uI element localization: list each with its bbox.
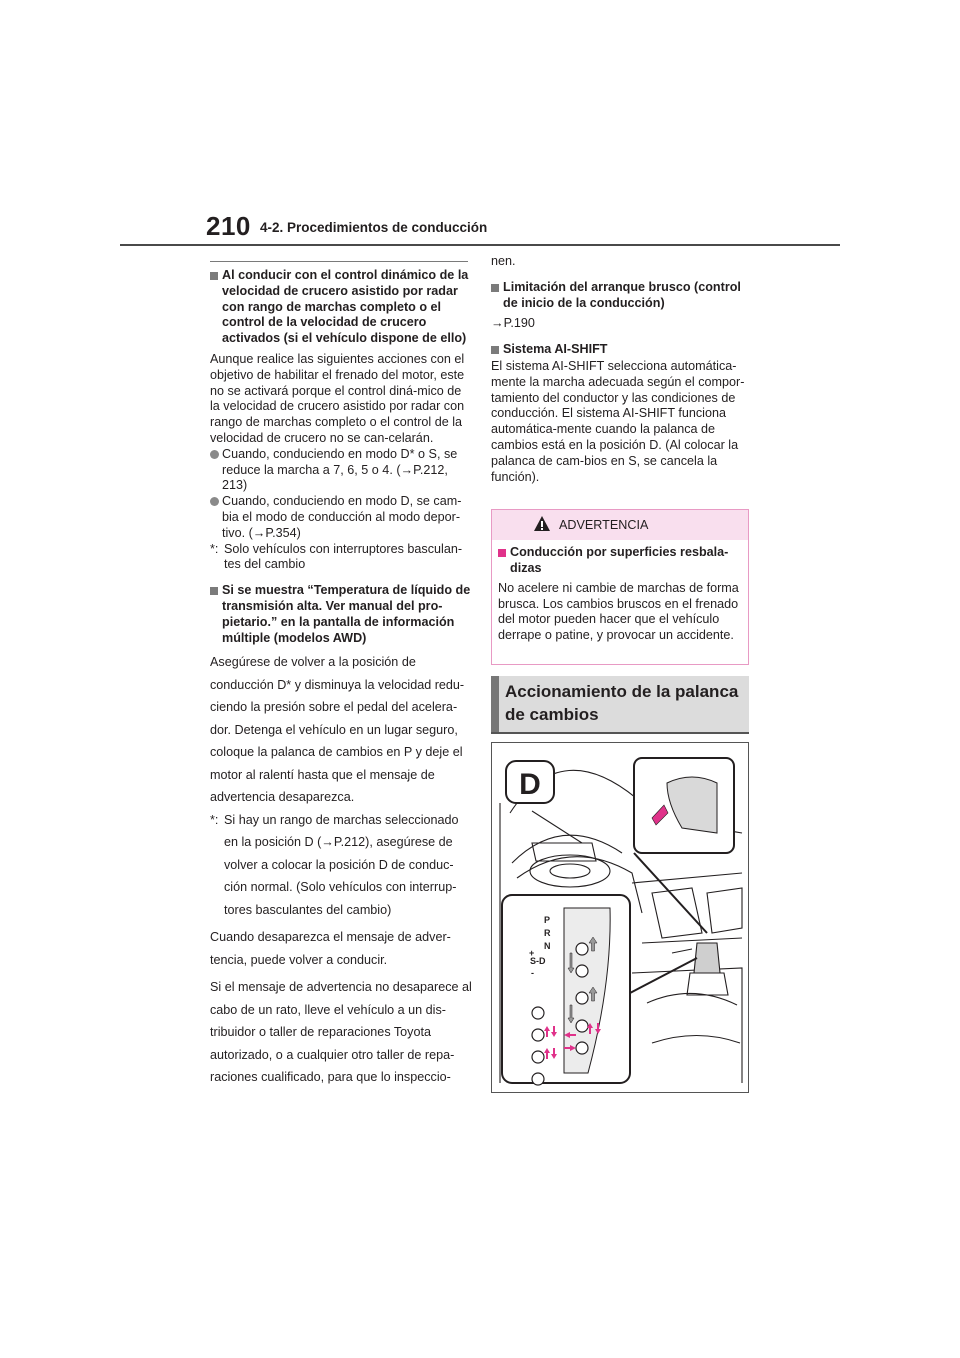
- header-divider: [120, 244, 840, 246]
- gate-label-minus: -: [531, 968, 534, 978]
- warning-title: ADVERTENCIA: [559, 518, 649, 532]
- shift-lever-illustration: [491, 742, 749, 1093]
- footnote: *: Si hay un rango de marchas seleccionado en la posición D (→P.212), asegúrese de volver a colocar la posición D de conduc-ción normal. (Solo vehículos con interrup-tores basculantes del cambio): [210, 812, 459, 917]
- section-heading: [491, 676, 749, 734]
- warning-body: [498, 545, 742, 644]
- paragraph: El sistema AI-SHIFT selecciona automática-mente la marcha adecuada según el compor-tamiento del conductor y las condiciones de conducción. El sistema AI-SHIFT funciona automática-mente cuando la palanca de cambios está en la posición D. (Al colocar la palanca de cam-bios en S, se cancela la función).: [491, 358, 745, 484]
- paragraph: nen.: [491, 254, 516, 268]
- warning-text: No acelere ni cambie de marchas de forma brusca. Los cambios bruscos en el frenado del motor pueden hacer que el vehículo derrape o patine, y provocar un accidente.: [498, 581, 739, 642]
- subheading: Si se muestra “Temperatura de líquido de transmisión alta. Ver manual del pro-pietario.” en la pantalla de información múltiple (modelos AWD): [210, 583, 472, 646]
- paragraph: Asegúrese de volver a la posición de conducción D* y disminuya la velocidad redu-ciendo la presión sobre el pedal del acelera-dor. Detenga el vehículo en un lugar seguro, coloque la palanca de cambios en P y deje el motor al ralentí hasta que el mensaje de advertencia desaparezca.: [210, 655, 465, 805]
- gate-label-n: N: [544, 941, 551, 951]
- square-bullet-icon: [491, 346, 499, 354]
- section-heading-text: Accionamiento de la palanca de cambios: [505, 682, 739, 724]
- paragraph: Si el mensaje de advertencia no desaparece al cabo de un rato, lleve el vehículo a un dis-tribuidor o taller de reparaciones Toyota autorizado, o a cualquier otro taller de repa-raciones cualificado, para que lo inspeccio-: [210, 980, 472, 1085]
- paragraph: Aunque realice las siguientes acciones con el objetivo de habilitar el frenado del motor, este no se activará porque el control diná-mico de la velocidad de crucero asistido por radar con rango de marchas completo o el control de la velocidad de crucero no se can-celarán.: [210, 351, 465, 445]
- subheading: Al conducir con el control dinámico de la velocidad de crucero asistido por radar con rango de marchas completo o el control de la velocidad de crucero activados (si el vehículo dispone de ello): [210, 268, 472, 347]
- gate-label-plus: +: [529, 948, 535, 958]
- square-bullet-icon: [210, 587, 218, 595]
- warning-box: [491, 509, 749, 665]
- section-title: 4-2. Procedimientos de conducción: [260, 220, 488, 235]
- shift-lever-drawing: [492, 743, 748, 1092]
- warning-triangle-icon: [533, 515, 551, 533]
- page-number: 210: [206, 211, 251, 241]
- bullet-item: Cuando, conduciendo en modo D* o S, se reduce la marcha a 7, 6, 5 o 4. (→P.212, 213): [210, 447, 472, 494]
- d-callout-letter: D: [519, 768, 541, 801]
- subheading: Sistema AI-SHIFT: [491, 342, 753, 358]
- heading-accent-bar: [491, 676, 499, 732]
- warning-header: [492, 510, 748, 540]
- circle-bullet-icon: [210, 450, 219, 459]
- square-bullet-icon: [498, 549, 506, 557]
- square-bullet-icon: [491, 284, 499, 292]
- subheading: Limitación del arranque brusco (control de inicio de la conducción): [491, 280, 753, 312]
- gate-label-r: R: [544, 928, 551, 938]
- square-bullet-icon: [210, 272, 218, 280]
- footnote: *: Solo vehículos con interruptores basculan-tes del cambio: [210, 541, 463, 572]
- column-divider: [210, 261, 468, 262]
- right-column: [491, 254, 753, 485]
- circle-bullet-icon: [210, 497, 219, 506]
- gate-label-sd: S-D: [530, 956, 546, 966]
- gate-label-p: P: [544, 915, 551, 925]
- warning-subheading: Conducción por superficies resbala-dizas: [498, 545, 742, 576]
- left-column: [210, 268, 472, 1089]
- paragraph: Cuando desaparezca el mensaje de adver-tencia, puede volver a conducir.: [210, 930, 451, 967]
- page-reference: →P.190: [491, 316, 535, 331]
- bullet-item: Cuando, conduciendo en modo D, se cam-bia el modo de conducción al modo depor-tivo. (→P.354): [210, 494, 472, 541]
